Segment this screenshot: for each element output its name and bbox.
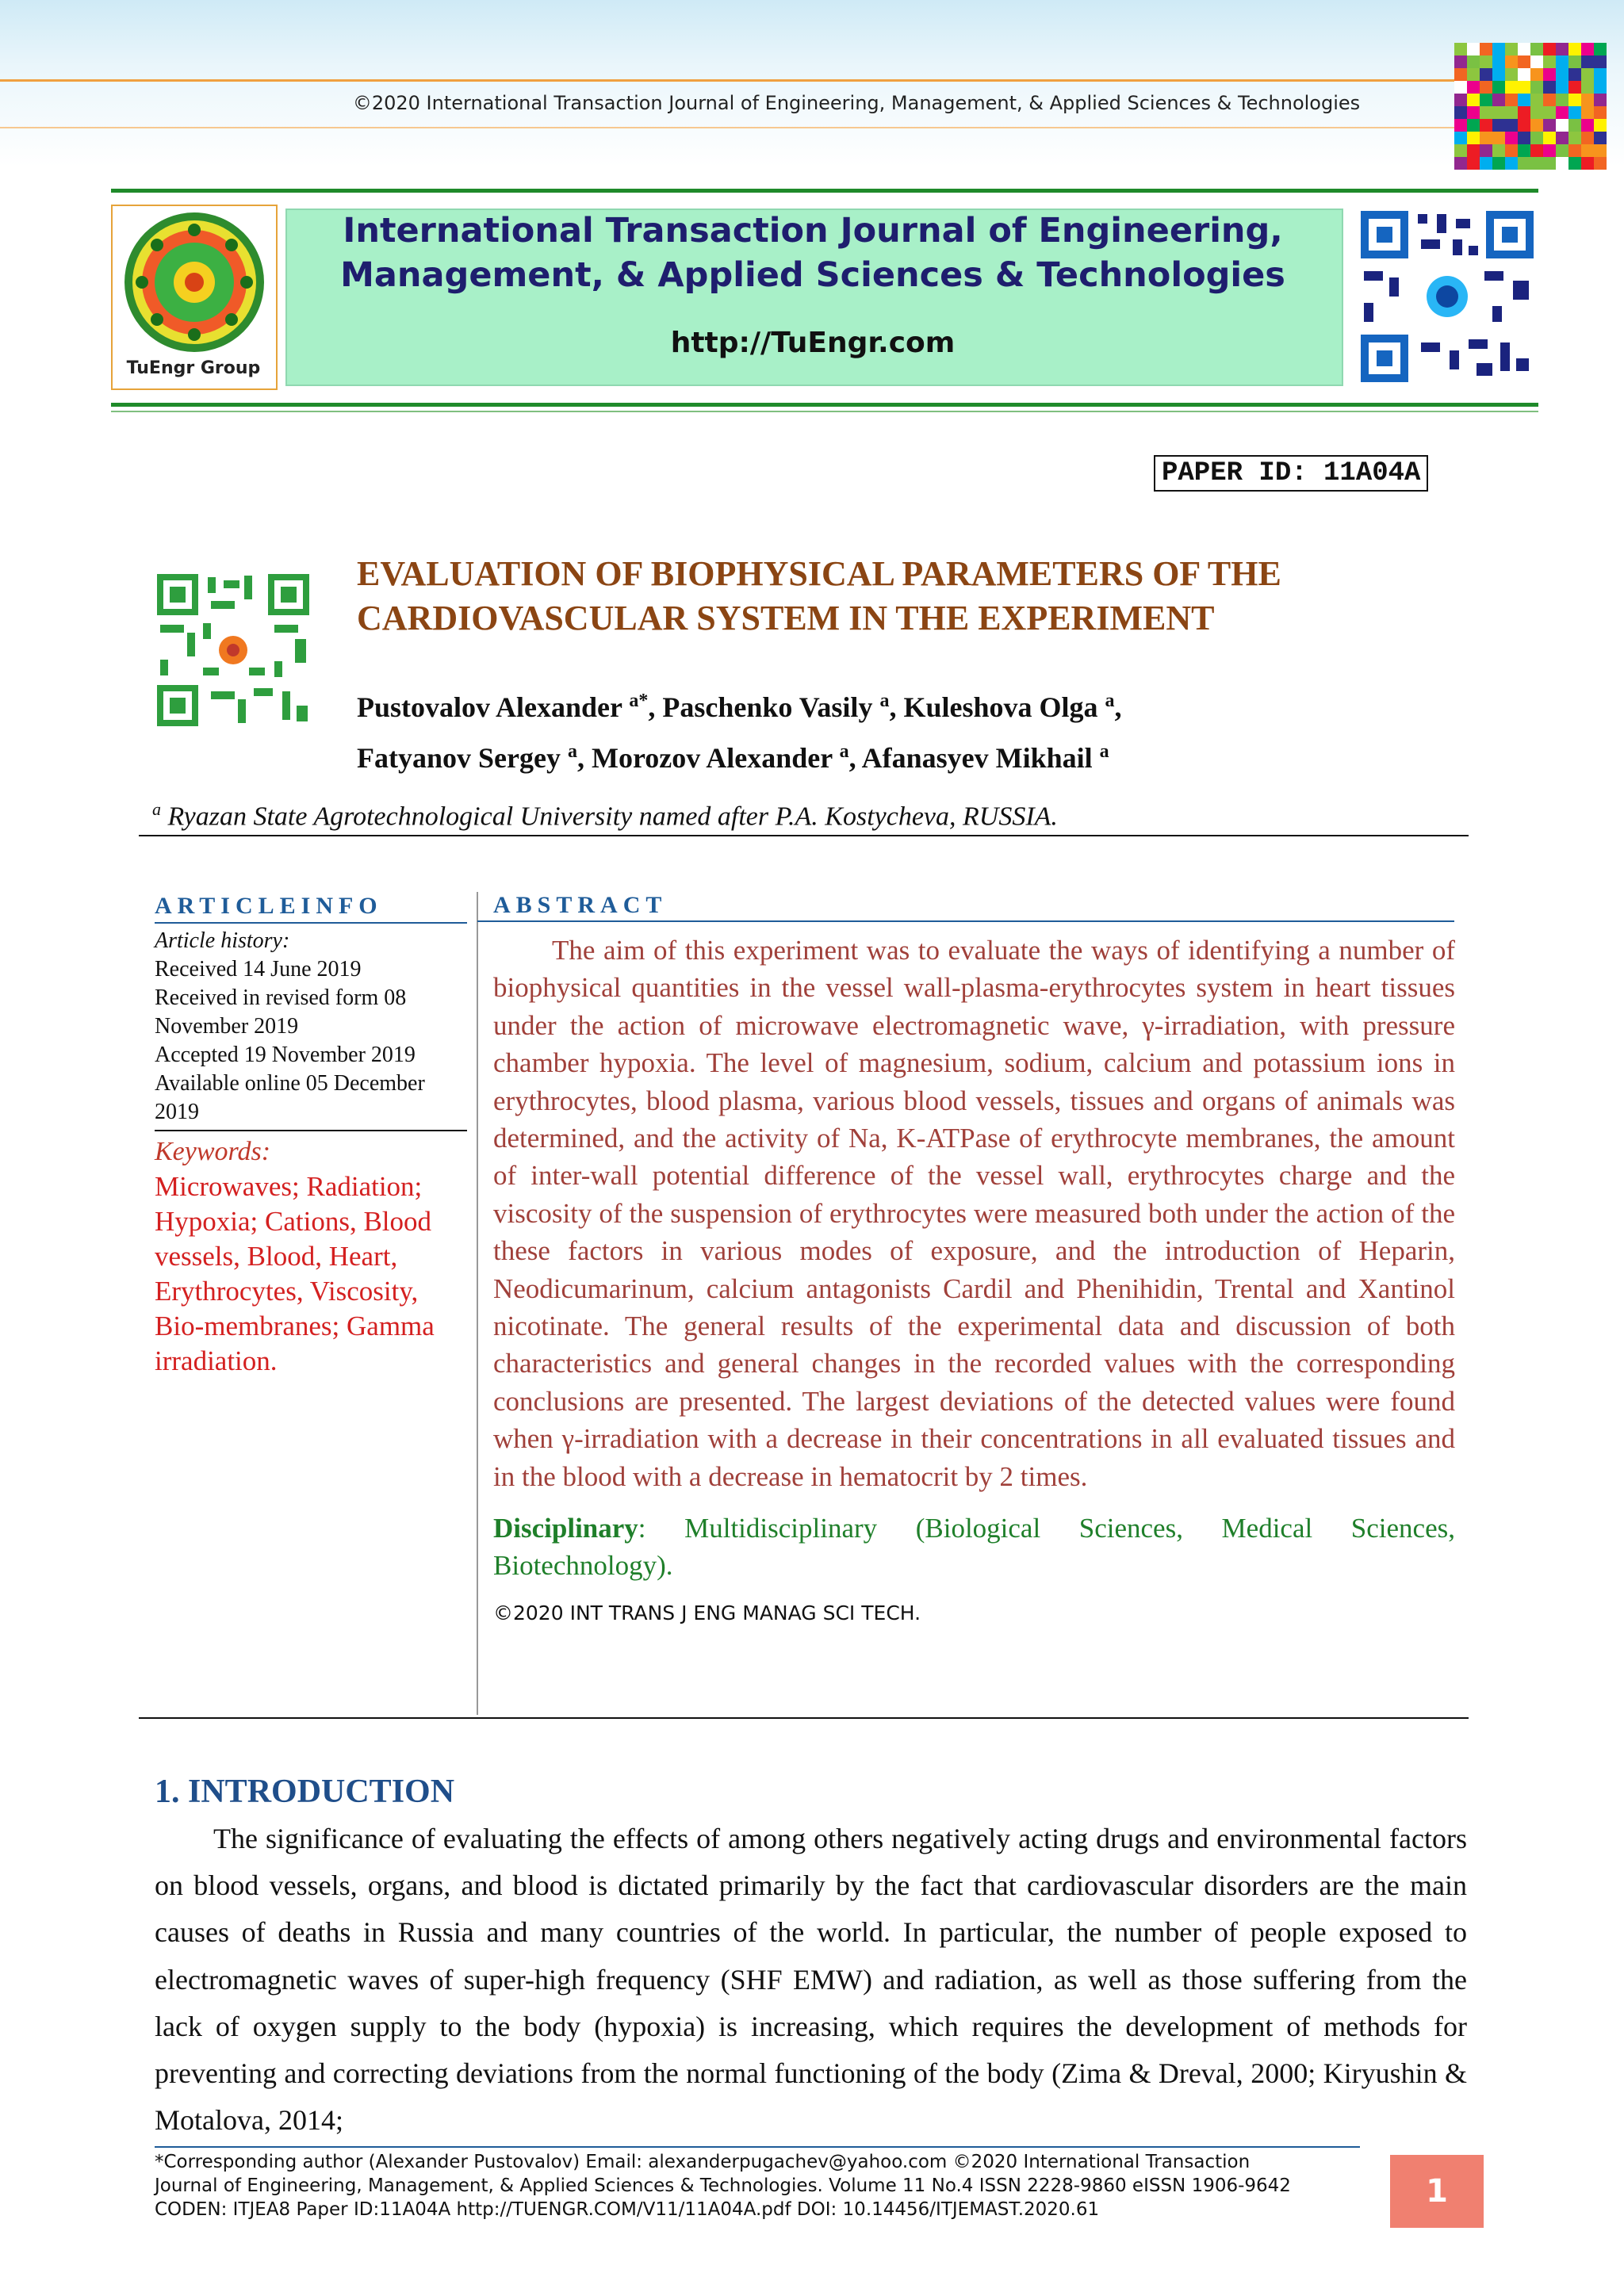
mosaic-tile <box>1530 106 1543 119</box>
mosaic-tile <box>1518 132 1530 144</box>
mosaic-tile <box>1594 157 1607 170</box>
mosaic-tile <box>1454 81 1467 94</box>
mosaic-tile <box>1568 157 1581 170</box>
mosaic-tile <box>1467 157 1480 170</box>
mosaic-tile <box>1594 119 1607 132</box>
paper-title-line: EVALUATION OF BIOPHYSICAL PARAMETERS OF THE <box>357 554 1281 593</box>
mosaic-tile <box>1594 68 1607 81</box>
mosaic-tile <box>1505 132 1518 144</box>
mosaic-tile <box>1581 81 1594 94</box>
footer-line: CODEN: ITJEA8 Paper ID:11A04A http://TUENGR.COM/V11/11A04A.pdf DOI: 10.14456/ITJEMAST.2020.61 <box>155 2199 1100 2220</box>
mosaic-tile <box>1454 157 1467 170</box>
author-affiliation-mark: a <box>567 741 577 762</box>
mosaic-tile <box>1480 68 1492 81</box>
article-info-panel <box>155 892 472 1379</box>
affiliation-mark: a <box>152 799 161 819</box>
mosaic-tile <box>1530 43 1543 55</box>
received-date: Received 14 June 2019 <box>155 957 362 982</box>
journal-title-line: International Transaction Journal of Engineering, <box>343 211 1283 251</box>
revised-date: Received in revised form 08 November 2019 <box>155 985 407 1039</box>
footer-citation <box>155 2150 1380 2221</box>
disciplinary-statement <box>493 1510 1455 1584</box>
mosaic-tile <box>1480 119 1492 132</box>
mosaic-tile <box>1480 81 1492 94</box>
mosaic-tile <box>1556 106 1568 119</box>
logo-label: TuEngr Group <box>126 358 261 378</box>
author-name: , Afanasyev Mikhail <box>848 742 1100 774</box>
header-rule-secondary <box>0 127 1467 128</box>
mosaic-tile <box>1543 81 1556 94</box>
abstract-copyright: ©2020 INT TRANS J ENG MANAG SCI TECH. <box>493 1601 921 1625</box>
mosaic-tile <box>1518 81 1530 94</box>
mosaic-tile <box>1454 94 1467 106</box>
author-affiliation-mark: a <box>1099 741 1109 762</box>
mosaic-tile <box>1594 106 1607 119</box>
header-copyright: ©2020 International Transaction Journal of Engineering, Management, & Applied Sciences & Technologies <box>352 92 1361 114</box>
mosaic-tile <box>1492 106 1505 119</box>
mosaic-tile <box>1556 119 1568 132</box>
mosaic-tile <box>1492 132 1505 144</box>
mosaic-tile <box>1467 106 1480 119</box>
mosaic-tile <box>1568 43 1581 55</box>
author-name: Fatyanov Sergey <box>357 742 568 774</box>
mosaic-tile <box>1594 55 1607 68</box>
abstract-panel <box>493 892 1455 1624</box>
mosaic-tile <box>1543 157 1556 170</box>
mosaic-tile <box>1454 132 1467 144</box>
mosaic-tile <box>1543 106 1556 119</box>
mosaic-tile <box>1454 106 1467 119</box>
mosaic-tile <box>1543 119 1556 132</box>
mosaic-tile <box>1480 106 1492 119</box>
mosaic-tile <box>1568 119 1581 132</box>
mosaic-tile <box>1505 119 1518 132</box>
mosaic-tile <box>1492 119 1505 132</box>
author-list <box>357 679 1507 780</box>
mosaic-tile <box>1556 55 1568 68</box>
mosaic-tile <box>1467 81 1480 94</box>
introduction-heading: 1. INTRODUCTION <box>155 1774 455 1810</box>
author-name: Pustovalov Alexander <box>357 691 630 723</box>
disciplinary-label: Disciplinary <box>493 1513 638 1544</box>
mosaic-tile <box>1543 43 1556 55</box>
mosaic-tile <box>1556 144 1568 157</box>
keywords-label: Keywords: <box>155 1137 271 1166</box>
mosaic-tile <box>1556 68 1568 81</box>
mosaic-tile <box>1594 144 1607 157</box>
mosaic-tile <box>1568 106 1581 119</box>
mosaic-tile <box>1594 94 1607 106</box>
mosaic-tile <box>1581 94 1594 106</box>
paper-title <box>357 552 1507 641</box>
mosaic-tile <box>1581 68 1594 81</box>
online-date: Available online 05 December 2019 <box>155 1071 425 1124</box>
mosaic-tile <box>1505 94 1518 106</box>
mosaic-tile <box>1543 55 1556 68</box>
mosaic-tile <box>1594 81 1607 94</box>
journal-bottom-rule <box>111 403 1538 407</box>
accepted-date: Accepted 19 November 2019 <box>155 1043 416 1067</box>
mosaic-tile <box>1467 55 1480 68</box>
mosaic-tile <box>1467 43 1480 55</box>
mosaic-tile <box>1480 157 1492 170</box>
mosaic-tile <box>1505 144 1518 157</box>
mosaic-tile <box>1543 94 1556 106</box>
mosaic-tile <box>1492 144 1505 157</box>
mosaic-tile <box>1518 144 1530 157</box>
mosaic-tile <box>1492 55 1505 68</box>
author-name: , Paschenko Vasily <box>648 691 880 723</box>
mosaic-tile <box>1543 132 1556 144</box>
mosaic-tile <box>1581 144 1594 157</box>
mosaic-tile <box>1505 68 1518 81</box>
footer-line: *Corresponding author (Alexander Pustovalov) Email: alexanderpugachev@yahoo.com ©2020 International Transaction <box>155 2152 1251 2172</box>
mosaic-tile <box>1530 119 1543 132</box>
color-mosaic-decoration <box>1454 43 1607 170</box>
mosaic-tile <box>1581 119 1594 132</box>
mosaic-tile <box>1581 106 1594 119</box>
mosaic-tile <box>1530 132 1543 144</box>
mosaic-tile <box>1530 157 1543 170</box>
mosaic-tile <box>1530 68 1543 81</box>
mosaic-tile <box>1568 132 1581 144</box>
mosaic-tile <box>1556 157 1568 170</box>
mosaic-tile <box>1492 43 1505 55</box>
paper-id-box: PAPER ID: 11A04A <box>1154 455 1428 492</box>
page-number-badge: 1 <box>1390 2155 1484 2228</box>
author-affiliation-mark: a <box>879 691 890 711</box>
column-divider <box>477 892 478 1715</box>
mosaic-tile <box>1581 157 1594 170</box>
mosaic-tile <box>1594 132 1607 144</box>
mosaic-tile <box>1454 55 1467 68</box>
mosaic-tile <box>1518 119 1530 132</box>
mosaic-tile <box>1492 94 1505 106</box>
mosaic-tile <box>1518 94 1530 106</box>
mosaic-tile <box>1454 43 1467 55</box>
mosaic-tile <box>1518 68 1530 81</box>
journal-qr-code-icon <box>1358 208 1537 385</box>
abstract-heading: ABSTRACT <box>493 892 668 918</box>
mosaic-tile <box>1530 94 1543 106</box>
article-history-label: Article history: <box>155 928 290 953</box>
mosaic-tile <box>1454 119 1467 132</box>
author-affiliation-mark: a <box>1105 691 1115 711</box>
mosaic-tile <box>1454 68 1467 81</box>
mosaic-tile <box>1556 81 1568 94</box>
mosaic-tile <box>1518 43 1530 55</box>
mosaic-tile <box>1543 144 1556 157</box>
author-affiliation-mark: a <box>839 741 849 762</box>
mosaic-tile <box>1518 157 1530 170</box>
mosaic-tile <box>1467 132 1480 144</box>
mosaic-tile <box>1530 81 1543 94</box>
author-name: , Kuleshova Olga <box>889 691 1105 723</box>
mosaic-tile <box>1568 81 1581 94</box>
mosaic-tile <box>1543 68 1556 81</box>
mosaic-tile <box>1568 55 1581 68</box>
article-info-rule <box>155 922 467 924</box>
mosaic-tile <box>1492 81 1505 94</box>
affiliation-text: Ryazan State Agrotechnological University named after P.A. Kostycheva, RUSSIA. <box>161 802 1058 832</box>
mosaic-tile <box>1568 144 1581 157</box>
mosaic-tile <box>1492 157 1505 170</box>
mosaic-tile <box>1505 157 1518 170</box>
journal-title-line: Management, & Applied Sciences & Technologies <box>340 255 1285 295</box>
mosaic-tile <box>1505 106 1518 119</box>
mosaic-tile <box>1530 55 1543 68</box>
mosaic-tile <box>1556 132 1568 144</box>
mosaic-tile <box>1594 43 1607 55</box>
mosaic-tile <box>1467 68 1480 81</box>
abstract-rule <box>477 920 1454 922</box>
mosaic-tile <box>1505 43 1518 55</box>
affiliation <box>152 799 1461 832</box>
mosaic-tile <box>1480 43 1492 55</box>
mosaic-tile <box>1518 55 1530 68</box>
disciplinary-text: : Multidisciplinary (Biological Sciences, Medical Sciences, Biotechnology). <box>493 1513 1455 1582</box>
mosaic-tile <box>1454 144 1467 157</box>
mosaic-tile <box>1467 94 1480 106</box>
keywords-rule <box>155 1130 467 1131</box>
footer-rule <box>155 2146 1360 2148</box>
journal-top-rule <box>111 189 1538 193</box>
author-line <box>357 679 1507 729</box>
mosaic-tile <box>1581 55 1594 68</box>
article-info-heading: ARTICLEINFO <box>155 893 383 919</box>
abstract-bottom-rule <box>139 1717 1469 1719</box>
mosaic-tile <box>1467 119 1480 132</box>
journal-bottom-rule-thin <box>111 411 1538 412</box>
mosaic-tile <box>1556 43 1568 55</box>
mosaic-tile <box>1581 132 1594 144</box>
author-name: , Morozov Alexander <box>576 742 840 774</box>
mosaic-tile <box>1530 144 1543 157</box>
mosaic-tile <box>1480 55 1492 68</box>
mosaic-tile <box>1480 132 1492 144</box>
footer-line: Journal of Engineering, Management, & Applied Sciences & Technologies. Volume 11 No.4 ISSN 2228-9860 eISSN 1906-9642 <box>155 2175 1291 2196</box>
affiliation-rule <box>139 835 1469 836</box>
mosaic-tile <box>1505 55 1518 68</box>
mosaic-tile <box>1568 94 1581 106</box>
paper-title-line: CARDIOVASCULAR SYSTEM IN THE EXPERIMENT <box>357 599 1215 637</box>
mosaic-tile <box>1467 144 1480 157</box>
mosaic-tile <box>1518 106 1530 119</box>
header-rule <box>0 79 1467 82</box>
keywords-list: Microwaves; Radiation; Hypoxia; Cations, Blood vessels, Blood, Heart, Erythrocytes, Viscosity, Bio-membranes; Gamma irradiation. <box>155 1171 435 1376</box>
mosaic-tile <box>1581 43 1594 55</box>
mosaic-tile <box>1480 94 1492 106</box>
author-separator: , <box>1114 691 1122 723</box>
article-qr-code-icon <box>155 572 311 728</box>
author-affiliation-mark: a* <box>629 691 649 711</box>
tuengr-logo-icon <box>113 206 276 365</box>
journal-title <box>301 209 1324 297</box>
introduction-text: The significance of evaluating the effects of among others negatively acting drugs and environmental factors on blood vessels, organs, and blood is dictated primarily by the fact that cardiovascular disorders are the main causes of deaths in Russia and many countries of the world. In particular, the number of people exposed to electromagnetic waves of super-high frequency (SHF EMW) and radiation, as well as those suffering from the lack of oxygen supply to the body (hypoxia) is increasing, which requires the development of methods for preventing and correcting deviations from the normal functioning of the body (Zima & Dreval, 2000; Kiryushin & Motalova, 2014; <box>155 1823 1467 2137</box>
mosaic-tile <box>1492 68 1505 81</box>
journal-url-link[interactable]: http://TuEngr.com <box>670 327 956 359</box>
author-line <box>357 729 1507 780</box>
mosaic-tile <box>1568 68 1581 81</box>
top-banner <box>0 0 1624 166</box>
mosaic-tile <box>1505 81 1518 94</box>
mosaic-tile <box>1556 94 1568 106</box>
abstract-text: The aim of this experiment was to evaluate the ways of identifying a number of biophysical quantities in the vessel wall-plasma-erythrocytes system in heart tissues under the action of microwave electromagnetic wave, γ-irradiation, with pressure chamber hypoxia. The level of magnesium, sodium, calcium and potassium ions in erythrocytes, blood plasma, various blood vessels, tissues and organs of animals was determined, and the activity of Na, K-ATPase of erythrocyte membranes, the amount of inter-wall potential difference of the vessel wall, erythrocytes charge and the viscosity of the suspension of erythrocytes were measured both under the action of the these factors in various modes of exposure, and the introduction of Heparin, Neodicumarinum, calcium antagonists Cardil and Phenihidin, Trental and Xantinol nicotinate. The general results of the experimental data and discussion of both characteristics and general changes in the recorded values with the corresponding conclusions are presented. The largest deviations of the detected values were found when γ-irradiation with a decrease in their concentrations in all evaluated tissues and in the blood with a decrease in hematocrit by 2 times. <box>493 935 1455 1492</box>
mosaic-tile <box>1480 144 1492 157</box>
